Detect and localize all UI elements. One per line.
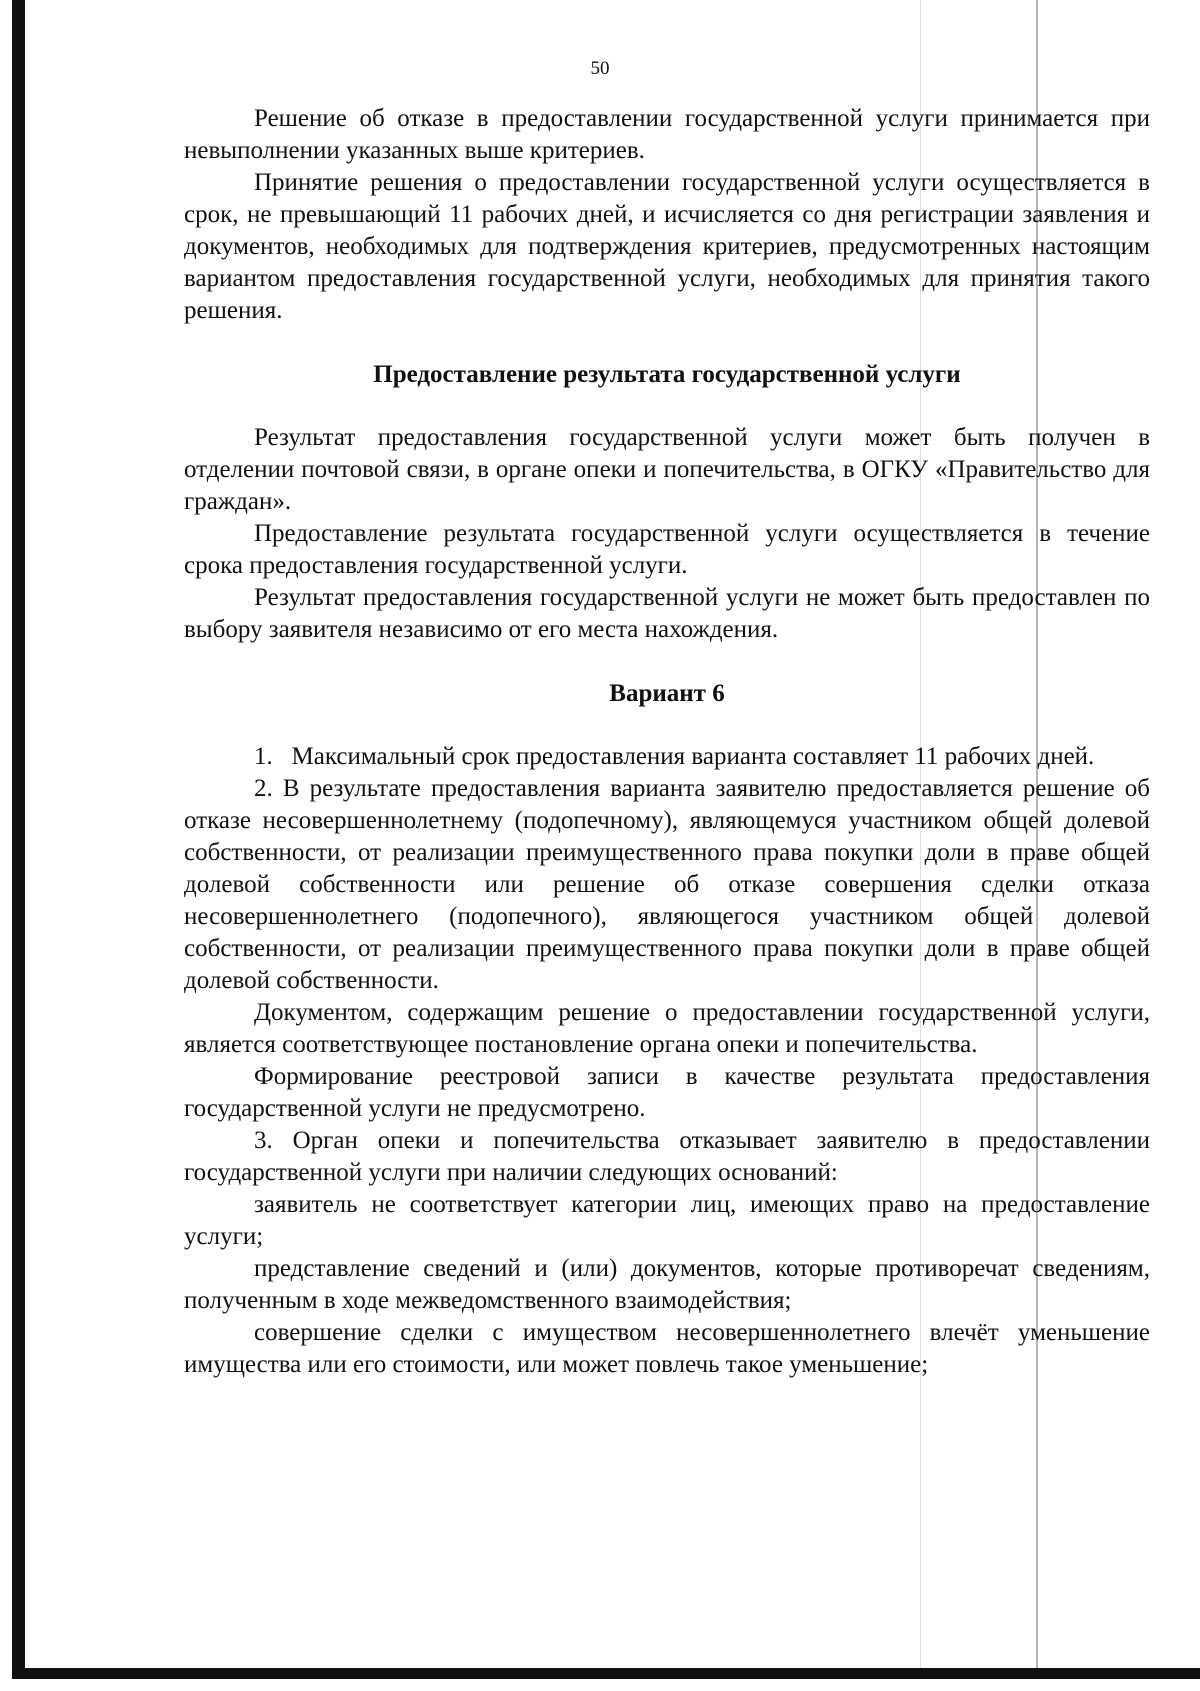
section-heading-result: Предоставление результата государственной услуги: [373, 361, 961, 388]
paragraph-item-3: 3. Орган опеки и попечительства отказывает заявителю в предоставлении государственной услуги при наличии следующих оснований:: [184, 1127, 1150, 1186]
document-body: [184, 103, 1150, 1381]
paragraph-result-delivery: Результат предоставления государственной услуги может быть получен в отделении почтовой связи, в органе опеки и попечительства, в ОГКУ «Правительство для граждан».: [184, 424, 1150, 515]
paragraph-document: Документом, содержащим решение о предоставлении государственной услуги, является соответствующее постановление органа опеки и попечительства.: [184, 999, 1150, 1058]
paragraph-refusal-decision: Решение об отказе в предоставлении государственной услуги принимается при невыполнении указанных выше критериев.: [184, 105, 1150, 164]
list-item-ground-2: представление сведений и (или) документов, которые противоречат сведениям, полученным в ходе межведомственного взаимодействия;: [184, 1255, 1150, 1314]
list-item-ground-3: совершение сделки с имуществом несовершеннолетнего влечёт уменьшение имущества или его стоимости, или может повлечь такое уменьшение;: [184, 1319, 1150, 1378]
paragraph-registry-record: Формирование реестровой записи в качестве результата предоставления государственной услуги не предусмотрено.: [184, 1063, 1150, 1122]
list-item-ground-1: заявитель не соответствует категории лиц, имеющих право на предоставление услуги;: [184, 1191, 1150, 1250]
paragraph-item-1: 1. Максимальный срок предоставления варианта составляет 11 рабочих дней.: [254, 743, 1095, 770]
paragraph-result-period: Предоставление результата государственной услуги осуществляется в течение срока предоставления государственной услуги.: [184, 520, 1150, 579]
paragraph-decision-term: Принятие решения о предоставлении государственной услуги осуществляется в срок, не превышающий 11 рабочих дней, и исчисляется со дня регистрации заявления и документов, необходимых для подтверждения критериев, предусмотренных настоящим вариантом предоставления государственной услуги, необходимых для принятия такого решения.: [184, 169, 1150, 324]
section-heading-variant-6: Вариант 6: [609, 680, 725, 707]
paragraph-result-location: Результат предоставления государственной услуги не может быть предоставлен по выбору заявителя независимо от его места нахождения.: [184, 584, 1150, 643]
scan-left-edge: [12, 0, 25, 1670]
page-number: 50: [590, 58, 610, 79]
paragraph-item-2: 2. В результате предоставления варианта заявителю предоставляется решение об отказе несовершеннолетнему (подопечному), являющемуся участником общей долевой собственности, от реализации преимущественного права покупки доли в праве общей долевой собственности или решение об отказе совершения сделки отказа несовершеннолетнего (подопечного), являющегося участником общей долевой собственности, от реализации преимущественного права покупки доли в праве общей долевой собственности.: [184, 775, 1150, 994]
scan-bottom-edge: [12, 1668, 1200, 1679]
